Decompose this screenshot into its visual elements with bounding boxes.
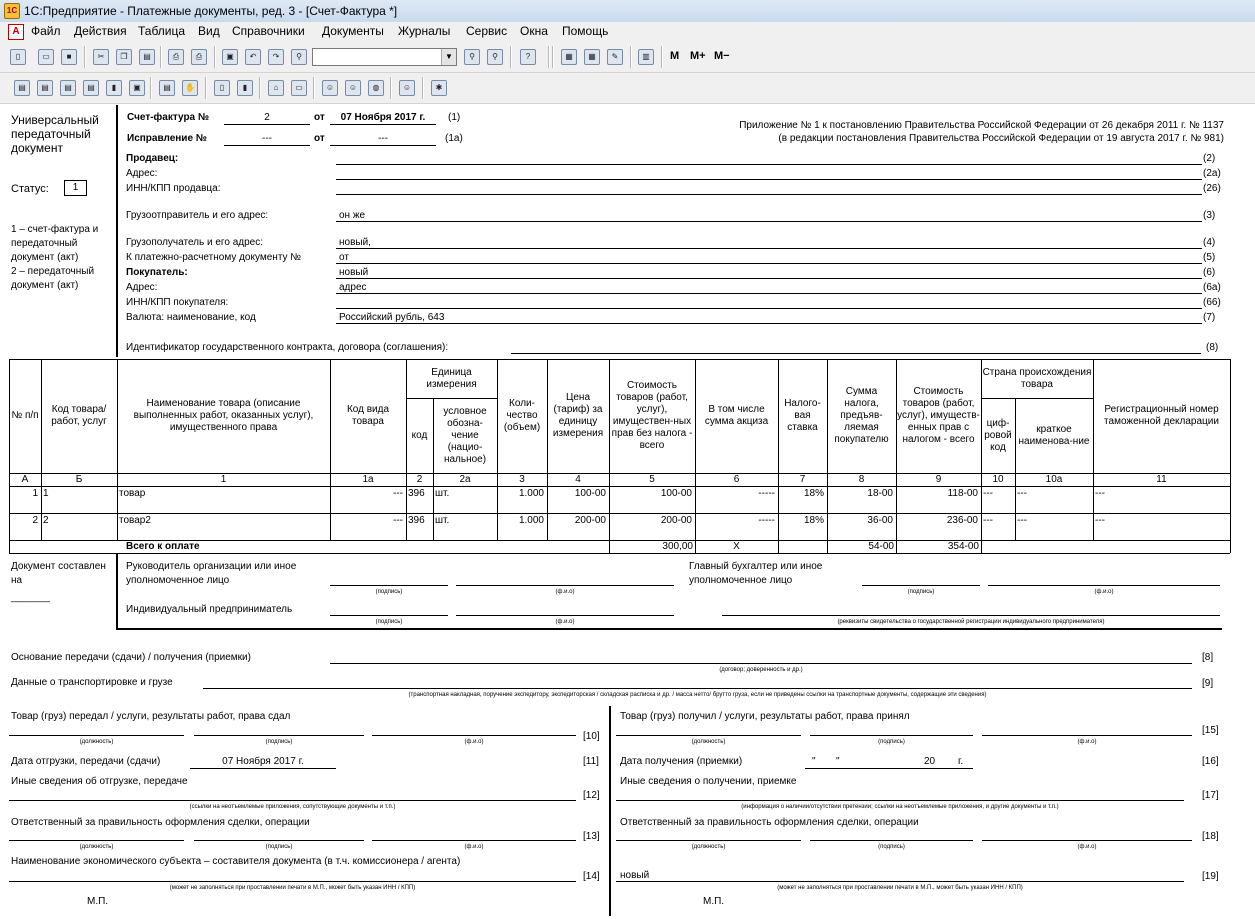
total-tax: 54-00 bbox=[868, 541, 894, 552]
code-17: [17] bbox=[1202, 790, 1219, 801]
table-cell-ucode[interactable]: 396 bbox=[408, 488, 425, 499]
entity-label: Наименование экономического субъекта – составителя документа (в т.ч. комиссионера / агента) bbox=[11, 856, 461, 867]
green-document-icon[interactable]: ▮ bbox=[106, 80, 122, 96]
find-next-icon[interactable]: ⚲ bbox=[464, 49, 480, 65]
correction-date[interactable]: --- bbox=[378, 133, 388, 144]
rule-line bbox=[336, 221, 1202, 222]
recv-date-label: Дата получения (приемки) bbox=[620, 756, 743, 767]
accountant-signature-hint: (подпись) bbox=[907, 589, 935, 595]
code-18: [18] bbox=[1202, 831, 1219, 842]
table-cell-excise[interactable]: ----- bbox=[758, 515, 775, 526]
code-9: [9] bbox=[1202, 678, 1214, 689]
resp-fio-hint: (ф.и.о) bbox=[464, 844, 484, 850]
document-menu-icon[interactable]: A bbox=[8, 24, 24, 40]
rule-line bbox=[9, 881, 576, 882]
rule-line bbox=[336, 293, 1202, 294]
invoice-icon[interactable]: ▤ bbox=[60, 80, 76, 96]
gave-position-hint: (должность) bbox=[79, 739, 114, 745]
rule-line bbox=[372, 840, 576, 841]
code-14: [14] bbox=[583, 871, 600, 882]
undo-icon[interactable]: ↶ bbox=[245, 49, 261, 65]
menu-journals[interactable]: Журналы bbox=[398, 24, 451, 38]
rule-line bbox=[336, 164, 1202, 165]
rule-line bbox=[190, 768, 336, 769]
code-10: [10] bbox=[583, 731, 600, 742]
party-label: ИНН/КПП продавца: bbox=[126, 183, 221, 194]
party-label: Грузоотправитель и его адрес: bbox=[126, 210, 269, 221]
paste-icon[interactable]: ▤ bbox=[139, 49, 155, 65]
party-value[interactable]: новый, bbox=[339, 237, 371, 248]
replace-icon[interactable]: ⚲ bbox=[487, 49, 503, 65]
menu-documents[interactable]: Документы bbox=[322, 24, 384, 38]
header-code: Код товара/ работ, услуг bbox=[51, 404, 107, 427]
column-index: 1 bbox=[220, 474, 227, 485]
party-code: (7) bbox=[1203, 312, 1216, 323]
table-cell-cc[interactable]: --- bbox=[983, 515, 993, 526]
column-index: 6 bbox=[733, 474, 740, 485]
table-cell-rate[interactable]: 18% bbox=[803, 488, 824, 499]
other-ship-hint: (ссылки на неотъемлемые приложения, сопутствующие документы и т.п.) bbox=[189, 804, 396, 810]
menu-bar bbox=[0, 22, 1255, 43]
book-icon[interactable]: ▥ bbox=[638, 49, 654, 65]
table-cell-excise[interactable]: ----- bbox=[758, 488, 775, 499]
rule-line bbox=[982, 735, 1192, 736]
rule-line bbox=[9, 486, 1230, 487]
header-declaration: Регистрационный номер таможенной декларации bbox=[1104, 404, 1219, 427]
legend-invoice-and-act: 1 – счет-фактура и передаточный документ (акт) bbox=[11, 224, 99, 263]
basis-hint: (договор; доверенность и др.) bbox=[719, 667, 803, 673]
globe-icon[interactable]: ◍ bbox=[368, 80, 384, 96]
head-fio-hint: (ф.и.о) bbox=[555, 589, 575, 595]
table-cell-cost[interactable]: 200-00 bbox=[660, 515, 692, 526]
select-all-icon[interactable]: ▣ bbox=[222, 49, 238, 65]
party-code: (2) bbox=[1203, 153, 1216, 164]
party-code: (2а) bbox=[1203, 168, 1221, 179]
header-total: Стоимость товаров (работ, услуг), имуществ-енных прав с налогом - всего bbox=[897, 386, 980, 445]
menu-service[interactable]: Сервис bbox=[466, 24, 508, 38]
table-cell-price[interactable]: 200-00 bbox=[574, 515, 606, 526]
table-cell-uname[interactable]: шт. bbox=[435, 488, 450, 499]
rule-line bbox=[616, 840, 801, 841]
menu-view[interactable]: Вид bbox=[198, 24, 220, 38]
header-price: Цена (тариф) за единицу измерения bbox=[552, 392, 604, 439]
rule-line bbox=[336, 179, 1202, 180]
journal-green-icon[interactable]: ▮ bbox=[237, 80, 253, 96]
resp-r-signature-hint: (подпись) bbox=[878, 844, 905, 850]
party-code: (6а) bbox=[1203, 282, 1221, 293]
gave-fio-hint: (ф.и.о) bbox=[464, 739, 484, 745]
transport-hint: (транспортная накладная, поручение экспедитору, экспедиторская / складская расписка и др. / масса нетто/ брутто груза, если не приведены ссылки на транспортные документы, содержащие эти сведения) bbox=[408, 692, 987, 698]
rule-line bbox=[810, 840, 973, 841]
party-label: Грузополучатель и его адрес: bbox=[126, 237, 263, 248]
total-sum: 354-00 bbox=[947, 541, 979, 552]
resp-r-position-hint: (должность) bbox=[691, 844, 726, 850]
recv-g: г. bbox=[958, 756, 964, 767]
other-recv-hint: (информация о наличии/отсутствии претензии; ссылки на неотъемлемые приложения, и другие документы и т.п.) bbox=[741, 804, 1059, 810]
table-cell-kind[interactable]: --- bbox=[393, 515, 403, 526]
party-label: Адрес: bbox=[126, 282, 158, 293]
code-11: [11] bbox=[583, 756, 599, 767]
table-cell-ucode[interactable]: 396 bbox=[408, 515, 425, 526]
print-icon[interactable]: ⎙ bbox=[168, 49, 184, 65]
cut-icon[interactable]: ✂ bbox=[93, 49, 109, 65]
contractors-icon[interactable]: ☺ bbox=[345, 80, 361, 96]
resp-label-left: Ответственный за правильность оформления сделки, операции bbox=[11, 817, 310, 828]
edit-wand-icon[interactable]: ✎ bbox=[607, 49, 623, 65]
employee-icon[interactable]: ☺ bbox=[399, 80, 415, 96]
code-1a: (1а) bbox=[445, 133, 463, 144]
code-1: (1) bbox=[448, 112, 461, 123]
stamp-left: М.П. bbox=[87, 896, 109, 907]
party-value[interactable]: новый bbox=[339, 267, 369, 278]
correction-from-label: от bbox=[314, 133, 325, 144]
rule-line bbox=[778, 540, 779, 553]
rule-line bbox=[9, 735, 184, 736]
window-title: 1С:Предприятие - Платежные документы, ред. 3 - [Счет-Фактура *] bbox=[24, 4, 398, 18]
rule-line bbox=[9, 513, 1230, 514]
table-cell-name[interactable]: товар2 bbox=[119, 515, 151, 526]
party-code: (4) bbox=[1203, 237, 1216, 248]
party-value[interactable]: адрес bbox=[339, 282, 367, 293]
table-cell-code[interactable]: 2 bbox=[43, 515, 49, 526]
header-unit-name: условное обозна-чение (нацио-нальное) bbox=[443, 405, 487, 465]
correction-number[interactable]: --- bbox=[262, 133, 272, 144]
main-toolbar bbox=[0, 42, 1255, 73]
party-code: (26) bbox=[1203, 183, 1221, 194]
title-bar bbox=[0, 0, 1255, 23]
table-cell-cost[interactable]: 100-00 bbox=[660, 488, 692, 499]
open-folder-icon[interactable]: ▭ bbox=[38, 49, 54, 65]
head-signature-hint: (подпись) bbox=[375, 589, 403, 595]
table-cell-kind[interactable]: --- bbox=[393, 488, 403, 499]
code-19: [19] bbox=[1202, 871, 1219, 882]
table-cell-uname[interactable]: шт. bbox=[435, 515, 450, 526]
party-code: (6) bbox=[1203, 267, 1216, 278]
gave-signature-hint: (подпись) bbox=[265, 739, 293, 745]
ip-fio-hint: (ф.и.о) bbox=[555, 619, 575, 625]
receipt-icon[interactable]: ▤ bbox=[83, 80, 99, 96]
header-tax: Сумма налога, предъяв-ляемая покупателю bbox=[834, 386, 889, 445]
calendar-icon[interactable]: ▦ bbox=[584, 49, 600, 65]
recv-quote-2: " bbox=[836, 756, 840, 767]
party-label: Покупатель: bbox=[126, 267, 188, 278]
recv-position-hint: (должность) bbox=[691, 739, 726, 745]
code-13: [13] bbox=[583, 831, 600, 842]
rule-line bbox=[336, 248, 1202, 249]
rule-line bbox=[609, 540, 610, 553]
party-value[interactable]: он же bbox=[339, 210, 366, 221]
recv-quote-1: " bbox=[812, 756, 816, 767]
users-icon[interactable]: ☺ bbox=[322, 80, 338, 96]
party-code: (3) bbox=[1203, 210, 1216, 221]
rule-line bbox=[982, 840, 1192, 841]
other-recv-label: Иные сведения о получении, приемке bbox=[620, 776, 797, 787]
resp-signature-hint: (подпись) bbox=[265, 844, 293, 850]
transport-label: Данные о транспортировке и грузе bbox=[11, 677, 173, 688]
composed-label: Документ составлен на bbox=[11, 561, 106, 586]
search-combo[interactable] bbox=[312, 48, 457, 66]
column-index: 4 bbox=[575, 474, 581, 485]
chevron-down-icon[interactable]: ▼ bbox=[441, 49, 456, 65]
header-country-name: краткое наименова-ние bbox=[1018, 423, 1090, 447]
invoice-from-label: от bbox=[314, 112, 325, 123]
appendix-line-1: Приложение № 1 к постановлению Правительства Российской Федерации от 26 декабря 2011 г. № 1137 bbox=[739, 120, 1224, 131]
ip-rekv-hint: (реквизиты свидетельства о государственной регистрации индивидуального предпринимателя) bbox=[837, 619, 1105, 625]
column-index: Б bbox=[75, 474, 83, 485]
column-index: 7 bbox=[799, 474, 806, 485]
total-cost: 300,00 bbox=[662, 541, 693, 552]
accountant-fio-hint: (ф.и.о) bbox=[1094, 589, 1114, 595]
table-cell-cn[interactable]: --- bbox=[1017, 515, 1027, 526]
menu-file[interactable]: Файл bbox=[31, 24, 61, 38]
party-label: Продавец: bbox=[126, 153, 179, 164]
rule-line bbox=[9, 800, 576, 801]
header-excise: В том числе сумма акциза bbox=[704, 404, 769, 427]
column-index: 3 bbox=[519, 474, 525, 485]
rule-line bbox=[9, 840, 184, 841]
rule-line bbox=[616, 800, 1184, 801]
entity-value[interactable]: новый bbox=[620, 870, 650, 881]
doc-type-label: Универсальный передаточный документ bbox=[11, 113, 99, 155]
total-label: Всего к оплате bbox=[126, 541, 200, 552]
appendix-line-2: (в редакции постановления Правительства Российской Федерации от 19 августа 2017 г. № 981) bbox=[778, 133, 1224, 144]
invoice-date[interactable]: 07 Ноября 2017 г. bbox=[340, 112, 426, 123]
rule-line bbox=[616, 881, 1184, 882]
journal-icon[interactable]: ▯ bbox=[214, 80, 230, 96]
resp-label-right: Ответственный за правильность оформления сделки, операции bbox=[620, 817, 919, 828]
memory-button[interactable]: M bbox=[670, 50, 680, 62]
ship-date-label: Дата отгрузки, передачи (сдачи) bbox=[11, 756, 161, 767]
header-num: № п/п bbox=[11, 410, 39, 421]
party-label: Адрес: bbox=[126, 168, 158, 179]
column-index: А bbox=[21, 474, 29, 485]
statement-icon[interactable]: ▤ bbox=[37, 80, 53, 96]
code-8: (8) bbox=[1206, 342, 1219, 353]
column-index: 11 bbox=[1156, 474, 1167, 485]
status-label: Статус: bbox=[11, 183, 49, 195]
monitor-icon[interactable]: ▭ bbox=[291, 80, 307, 96]
party-value[interactable]: от bbox=[339, 252, 349, 263]
contract-id-label: Идентификатор государственного контракта, договора (соглашения): bbox=[126, 342, 449, 353]
menu-windows[interactable]: Окна bbox=[520, 24, 548, 38]
table-cell-code[interactable]: 1 bbox=[43, 488, 49, 499]
composed-value: _______ bbox=[11, 592, 50, 603]
table-cell-n[interactable]: 1 bbox=[32, 488, 38, 499]
redo-icon[interactable]: ↷ bbox=[268, 49, 284, 65]
resp-position-hint: (должность) bbox=[79, 844, 114, 850]
total-excise: Х bbox=[733, 541, 740, 552]
code-16: [16] bbox=[1202, 756, 1219, 767]
table-cell-total[interactable]: 118-00 bbox=[947, 488, 978, 499]
recv-fio-hint: (ф.и.о) bbox=[1077, 739, 1097, 745]
legend-act: 2 – передаточный документ (акт) bbox=[11, 266, 95, 291]
party-value[interactable]: Российский рубль, 643 bbox=[339, 312, 445, 323]
gave-label: Товар (груз) передал / услуги, результаты работ, права сдал bbox=[11, 711, 291, 722]
entity-hint-left: (может не заполняться при проставлении печати в М.П., может быть указан ИНН / КПП) bbox=[169, 885, 416, 891]
table-cell-price[interactable]: 100-00 bbox=[574, 488, 606, 499]
correction-label: Исправление № bbox=[127, 133, 207, 144]
rule-line bbox=[1230, 359, 1231, 553]
calculator-icon[interactable]: ▦ bbox=[561, 49, 577, 65]
header-country: Страна происхождения товара bbox=[982, 367, 1092, 390]
header-country-code: циф-ровой код bbox=[984, 417, 1012, 453]
header-name: Наименование товара (описание выполненных работ, оказанных услуг), имущественного права bbox=[133, 398, 314, 433]
rule-line bbox=[336, 308, 1202, 309]
header-unit-code: код bbox=[411, 429, 428, 441]
head-label: Руководитель организации или иное уполномоченное лицо bbox=[126, 561, 297, 586]
ship-date-value[interactable]: 07 Ноября 2017 г. bbox=[222, 756, 304, 767]
print-preview-icon[interactable]: ⎙ bbox=[191, 49, 207, 65]
party-label: Валюта: наименование, код bbox=[126, 312, 256, 323]
table-cell-cc[interactable]: --- bbox=[983, 488, 993, 499]
rule-line bbox=[981, 540, 982, 553]
column-index: 2а bbox=[459, 474, 471, 485]
memory-plus-button[interactable]: M+ bbox=[690, 50, 706, 62]
code-15: [15] bbox=[1202, 725, 1219, 736]
recv-signature-hint: (подпись) bbox=[878, 739, 905, 745]
ip-label: Индивидуальный предприниматель bbox=[126, 604, 293, 615]
help-question-icon[interactable]: ? bbox=[520, 49, 536, 65]
column-index: 1а bbox=[362, 474, 374, 485]
received-label: Товар (груз) получил / услуги, результаты работ, права принял bbox=[620, 711, 910, 722]
rule-line bbox=[194, 735, 364, 736]
waybill-icon[interactable]: ▤ bbox=[159, 80, 175, 96]
table-cell-qty[interactable]: 1.000 bbox=[518, 515, 544, 526]
party-label: ИНН/КПП покупателя: bbox=[126, 297, 229, 308]
recv-year: 20 bbox=[924, 756, 936, 767]
party-code: (5) bbox=[1203, 252, 1216, 263]
rule-line bbox=[336, 263, 1202, 264]
bank-icon[interactable]: ⌂ bbox=[268, 80, 284, 96]
basis-label: Основание передачи (сдачи) / получения (приемки) bbox=[11, 652, 251, 663]
table-cell-n[interactable]: 2 bbox=[32, 515, 38, 526]
table-cell-name[interactable]: товар bbox=[119, 488, 146, 499]
rule-line bbox=[616, 735, 801, 736]
ip-signature-hint: (подпись) bbox=[375, 619, 403, 625]
status-field[interactable]: 1 bbox=[64, 180, 87, 196]
invoice-label: Счет-фактура № bbox=[127, 112, 210, 123]
find-icon[interactable]: ⚲ bbox=[291, 49, 307, 65]
header-qty: Коли-чество (объем) bbox=[503, 398, 541, 433]
cash-register-icon[interactable]: ▣ bbox=[129, 80, 145, 96]
memory-minus-button[interactable]: M− bbox=[714, 50, 730, 62]
column-index: 8 bbox=[858, 474, 865, 485]
table-cell-tax[interactable]: 36-00 bbox=[867, 515, 893, 526]
table-cell-decl[interactable]: --- bbox=[1095, 488, 1105, 499]
rule-line bbox=[336, 194, 1202, 195]
resp-r-fio-hint: (ф.и.о) bbox=[1077, 844, 1097, 850]
menu-help[interactable]: Помощь bbox=[562, 24, 609, 38]
rule-line bbox=[336, 278, 1202, 279]
code-8b: [8] bbox=[1202, 652, 1214, 663]
table-cell-qty[interactable]: 1.000 bbox=[518, 488, 544, 499]
debug-bug-icon[interactable]: ✱ bbox=[431, 80, 447, 96]
header-kind: Код вида товара bbox=[346, 404, 390, 427]
rule-line bbox=[194, 840, 364, 841]
column-index: 5 bbox=[649, 474, 655, 485]
rule-line bbox=[336, 323, 1202, 324]
column-index: 10 bbox=[992, 474, 1004, 485]
save-icon[interactable]: ■ bbox=[61, 49, 77, 65]
rule-line bbox=[805, 768, 973, 769]
header-unit: Единица измерения bbox=[426, 367, 477, 390]
accountant-label: Главный бухгалтер или иное уполномоченное лицо bbox=[689, 561, 823, 586]
code-12: [12] bbox=[583, 790, 600, 801]
menu-references[interactable]: Справочники bbox=[232, 24, 305, 38]
hand-document-icon[interactable]: ✋ bbox=[182, 80, 198, 96]
table-cell-tax[interactable]: 18-00 bbox=[867, 488, 893, 499]
party-label: К платежно-расчетному документу № bbox=[126, 252, 302, 263]
other-ship-label: Иные сведения об отгрузке, передаче bbox=[11, 776, 188, 787]
rule-line bbox=[810, 735, 973, 736]
entity-hint-right: (может не заполняться при проставлении печати в М.П., может быть указан ИНН / КПП) bbox=[777, 885, 1023, 891]
table-cell-total[interactable]: 236-00 bbox=[946, 515, 978, 526]
party-code: (66) bbox=[1203, 297, 1221, 308]
payment-order-icon[interactable]: ▤ bbox=[14, 80, 30, 96]
new-document-icon[interactable]: ▯ bbox=[10, 49, 26, 65]
header-cost: Стоимость товаров (работ, услуг), имуществен-ных прав без налога - всего bbox=[611, 380, 693, 451]
menu-actions[interactable]: Действия bbox=[74, 24, 127, 38]
column-index: 9 bbox=[935, 474, 942, 485]
rule-line bbox=[372, 735, 576, 736]
invoice-number[interactable]: 2 bbox=[264, 112, 270, 123]
copy-icon[interactable]: ❐ bbox=[116, 49, 132, 65]
documents-toolbar bbox=[0, 73, 1255, 104]
table-cell-cn[interactable]: --- bbox=[1017, 488, 1027, 499]
column-index: 10а bbox=[1045, 474, 1063, 485]
app-icon: 1С bbox=[4, 3, 20, 19]
stamp-right: М.П. bbox=[703, 896, 725, 907]
table-cell-rate[interactable]: 18% bbox=[803, 515, 824, 526]
column-index: 2 bbox=[416, 474, 423, 485]
menu-table[interactable]: Таблица bbox=[138, 24, 186, 38]
header-rate: Налого-вая ставка bbox=[784, 398, 821, 433]
rule-line bbox=[9, 553, 1230, 554]
table-cell-decl[interactable]: --- bbox=[1095, 515, 1105, 526]
